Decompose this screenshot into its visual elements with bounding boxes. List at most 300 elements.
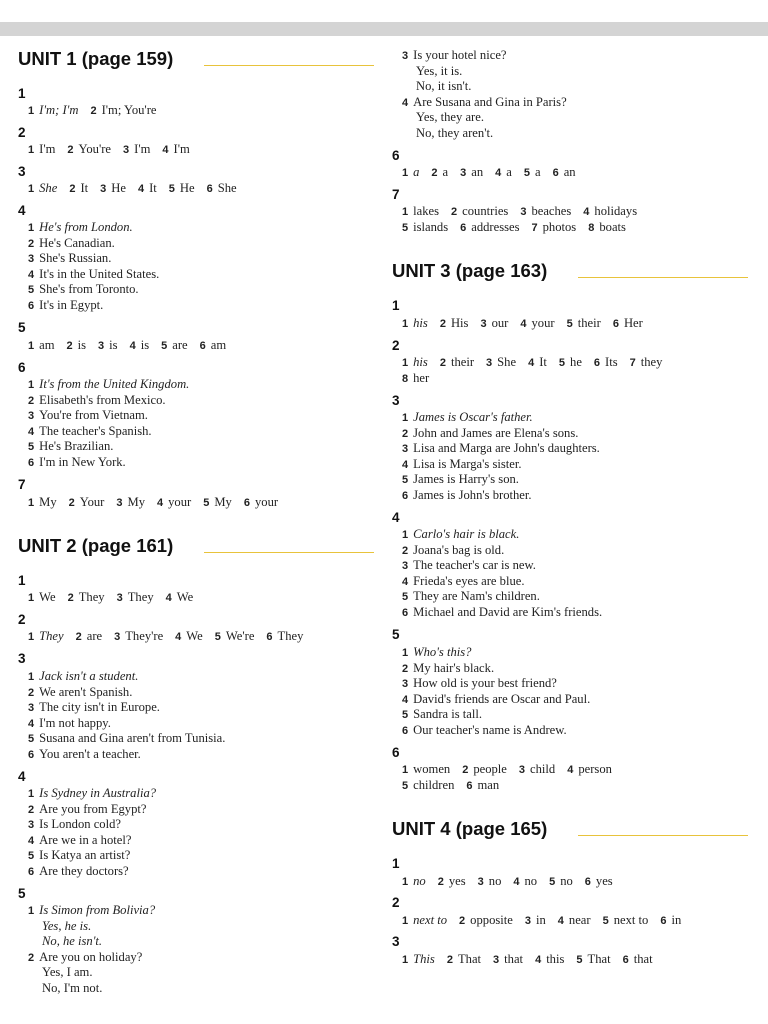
answer-text: My: [127, 495, 145, 509]
unit-1-exercise-2-number: 2: [18, 125, 26, 140]
answer-text: Is Katya an artist?: [39, 848, 131, 863]
answer-line: [28, 298, 103, 314]
answer-text: countries: [462, 204, 509, 218]
answer-number: 2: [66, 340, 73, 352]
answer-number: 1: [402, 412, 409, 424]
answer-number: 6: [460, 222, 467, 234]
answer-text: are: [172, 338, 188, 352]
answer-number: 5: [558, 357, 566, 369]
answer-number: 2: [28, 803, 35, 816]
answer-text: her: [413, 371, 430, 385]
answer-text: children: [413, 778, 455, 792]
answer-text: Are we in a hotel?: [39, 832, 132, 847]
answer-text: our: [491, 316, 509, 330]
answer-number: 4: [535, 954, 542, 966]
exercise-answers: [28, 590, 193, 606]
answer-text: their: [577, 316, 601, 330]
unit-3-exercise-3-number: 3: [392, 393, 400, 408]
answer-text: Elisabeth's from Mexico.: [39, 392, 166, 407]
answer-line: [402, 723, 567, 739]
answer-text: Are you from Egypt?: [39, 801, 147, 816]
answer-text: We aren't Spanish.: [39, 684, 133, 699]
answer-number: 4: [567, 764, 574, 776]
answer-number: 1: [402, 529, 409, 541]
unit-1-exercise-3-number: 3: [18, 164, 26, 179]
answer-number: 6: [584, 876, 591, 888]
answer-text: It's in the United States.: [39, 266, 160, 281]
answer-text: people: [473, 762, 507, 776]
answer-text: They: [277, 629, 304, 643]
answer-number: 4: [528, 357, 535, 369]
unit-2-exercise-2-number: 2: [18, 612, 26, 627]
answer-line: [28, 700, 160, 716]
answer-text: Is London cold?: [39, 817, 121, 832]
exercise-answers: [28, 142, 190, 158]
answer-line: [402, 426, 578, 442]
answer-number: 1: [402, 876, 409, 888]
unit-3-exercise-5-number: 5: [392, 627, 400, 642]
answer-line: [28, 685, 132, 701]
answer-line: [402, 661, 494, 677]
answer-number: 4: [137, 183, 145, 195]
answer-text: It: [80, 181, 89, 195]
answer-text: Carlo's hair is black.: [413, 527, 520, 541]
answer-number: 6: [266, 631, 273, 643]
answer-line: [402, 95, 567, 111]
answer-text: Yes, he is.: [42, 918, 92, 933]
answer-text: She: [39, 181, 58, 195]
answer-line: [28, 669, 138, 685]
answer-line: [28, 455, 126, 471]
answer-number: 4: [162, 144, 169, 156]
answer-text: is: [77, 338, 87, 352]
answer-number: 6: [28, 866, 35, 878]
answer-number: 3: [116, 497, 123, 509]
unit-1-exercise-6-number: 6: [18, 360, 26, 375]
answer-number: 3: [486, 357, 493, 369]
answer-line: [28, 716, 111, 732]
answer-text: It: [539, 355, 547, 369]
answer-line: [42, 981, 102, 996]
answer-number: 1: [28, 631, 35, 643]
answer-text: beaches: [531, 204, 572, 218]
answer-text: He's Canadian.: [39, 235, 115, 250]
answer-number: 6: [660, 915, 667, 927]
answer-text: your: [168, 495, 192, 509]
answer-number: 4: [175, 631, 182, 643]
answer-text: his: [413, 316, 428, 330]
answer-line: [402, 707, 482, 723]
unit-1-exercise-1-number: 1: [18, 86, 26, 101]
unit-4-exercise-3-number: 3: [392, 934, 400, 949]
answer-text: No, they aren't.: [416, 126, 494, 140]
answer-text: You aren't a teacher.: [39, 747, 141, 761]
answer-number: 3: [116, 592, 123, 604]
answer-number: 5: [549, 876, 556, 888]
answer-text: islands: [413, 220, 449, 234]
answer-text: no: [413, 874, 426, 888]
answer-number: 1: [402, 357, 409, 369]
answer-number: 3: [402, 560, 409, 573]
answer-text: Are they doctors?: [39, 864, 129, 878]
exercise-answers: [402, 762, 612, 778]
answer-number: 4: [520, 318, 527, 330]
answer-line: [402, 441, 600, 457]
answer-line: [416, 64, 462, 79]
answer-text: It's from the United Kingdom.: [39, 377, 190, 391]
answer-text: Joana's bag is old.: [413, 542, 505, 557]
answer-number: 1: [402, 915, 409, 927]
answer-number: 4: [402, 575, 409, 588]
answer-number: 2: [28, 394, 35, 407]
answer-text: boats: [599, 220, 626, 234]
answer-line: [416, 110, 484, 125]
answer-line: [28, 833, 131, 849]
answer-text: Michael and David are Kim's friends.: [413, 605, 603, 619]
answer-number: 4: [495, 167, 502, 179]
answer-number: 2: [402, 662, 409, 675]
answer-text: He's from London.: [39, 220, 133, 234]
answer-line: [28, 817, 121, 833]
answer-number: 5: [602, 915, 609, 927]
answer-text: This: [413, 952, 435, 966]
answer-text: My hair's black.: [413, 660, 495, 675]
unit-4-exercise-2-number: 2: [392, 895, 400, 910]
answer-text: They: [78, 590, 105, 604]
answer-text: They are Nam's children.: [413, 589, 540, 604]
answer-text: opposite: [470, 913, 513, 927]
answer-text: She's Russian.: [39, 251, 112, 266]
unit-4-rule: [578, 835, 748, 836]
answer-text: a: [535, 165, 541, 179]
answer-text: We: [39, 590, 56, 604]
answer-number: 5: [523, 167, 530, 179]
exercise-answers: [402, 165, 576, 181]
answer-number: 6: [243, 497, 250, 509]
answer-number: 6: [28, 749, 35, 761]
answer-text: It's in Egypt.: [39, 298, 104, 312]
answer-line: [416, 126, 493, 141]
answer-number: 3: [28, 253, 35, 266]
exercise-answers: [28, 181, 237, 197]
answer-number: 1: [28, 497, 35, 509]
answer-number: 2: [28, 686, 35, 699]
answer-line: [402, 488, 532, 504]
answer-number: 3: [402, 50, 409, 62]
answer-line: [28, 251, 111, 267]
answer-number: 2: [402, 544, 409, 557]
answer-number: 2: [67, 592, 74, 604]
answer-text: in: [535, 913, 546, 927]
unit-1-heading: UNIT 1 (page 159): [18, 48, 174, 69]
answer-number: 4: [513, 876, 520, 888]
answer-number: 3: [98, 340, 105, 352]
answer-text: James is John's brother.: [413, 488, 532, 502]
answer-text: no: [560, 874, 573, 888]
answer-number: 3: [460, 167, 467, 179]
unit-2-exercise-3-number: 3: [18, 651, 26, 666]
answer-number: 5: [168, 183, 175, 195]
answer-number: 6: [612, 318, 619, 330]
answer-line: [28, 786, 156, 802]
answer-text: a: [506, 165, 512, 179]
answer-number: 6: [206, 183, 213, 195]
answer-line: [28, 950, 142, 966]
answer-line: [402, 48, 507, 64]
answer-text: their: [450, 355, 475, 369]
answer-number: 6: [622, 954, 629, 966]
answer-number: 2: [439, 318, 446, 330]
answer-number: 1: [28, 183, 35, 195]
answer-text: no: [488, 874, 502, 888]
answer-number: 5: [161, 340, 168, 352]
answer-line: [28, 408, 148, 424]
answer-number: 5: [402, 591, 409, 604]
answer-text: We're: [225, 629, 255, 643]
answer-number: 3: [28, 819, 35, 832]
answer-text: they: [640, 355, 663, 369]
answer-text: your: [254, 495, 279, 509]
answer-number: 6: [552, 167, 559, 179]
answer-number: 1: [28, 222, 35, 234]
unit-4-heading: UNIT 4 (page 165): [392, 818, 548, 839]
answer-number: 3: [114, 631, 121, 643]
exercise-answers: [28, 338, 226, 354]
answer-text: person: [578, 762, 612, 776]
answer-text: Who's this?: [413, 645, 472, 659]
answer-number: 5: [28, 733, 35, 746]
answer-text: a: [413, 165, 420, 179]
answer-number: 2: [75, 631, 82, 643]
top-gray-band: [0, 22, 768, 36]
answer-text: is: [109, 338, 118, 352]
answer-number: 2: [459, 915, 466, 927]
answer-line: [28, 220, 133, 236]
exercise-answers: [402, 204, 637, 220]
answer-text: She: [497, 355, 517, 369]
answer-number: 5: [28, 441, 35, 454]
answer-number: 1: [402, 647, 409, 659]
unit-2-exercise-5-number: 5: [18, 886, 26, 901]
unit-3-exercise-4-number: 4: [392, 510, 400, 525]
answer-text: are: [86, 629, 103, 643]
answer-text: He's Brazilian.: [39, 439, 114, 454]
answer-text: John and James are Elena's sons.: [413, 425, 579, 440]
answer-text: The teacher's Spanish.: [39, 423, 152, 438]
answer-number: 3: [123, 144, 130, 156]
answer-number: 4: [557, 915, 564, 927]
answer-text: Frieda's eyes are blue.: [413, 573, 525, 588]
answer-text: Are Susana and Gina in Paris?: [413, 94, 567, 109]
answer-text: They're: [125, 629, 164, 643]
answer-text: My: [214, 495, 232, 509]
unit-1-exercise-4-number: 4: [18, 203, 26, 218]
answer-number: 3: [477, 876, 484, 888]
exercise-answers: [402, 952, 653, 968]
answer-number: 2: [402, 427, 409, 440]
answer-text: this: [546, 952, 565, 966]
answer-line: [42, 934, 102, 949]
answer-number: 2: [437, 876, 444, 888]
answer-number: 6: [28, 300, 35, 312]
answer-text: no: [524, 874, 538, 888]
answer-line: [42, 965, 93, 980]
answer-text: We: [176, 590, 194, 604]
answer-number: 3: [520, 206, 527, 218]
answer-text: next to: [613, 913, 649, 927]
answer-text: They: [127, 590, 154, 604]
unit-3-heading: UNIT 3 (page 163): [392, 260, 548, 281]
exercise-answers: [28, 103, 156, 119]
answer-number: 2: [67, 144, 74, 156]
answer-text: Our teacher's name is Andrew.: [413, 723, 567, 737]
answer-text: your: [531, 316, 555, 330]
exercise-answers: [28, 629, 303, 645]
answer-text: Is Sydney in Australia?: [39, 786, 157, 800]
answer-text: His: [450, 316, 469, 330]
answer-line: [402, 574, 525, 590]
answer-text: women: [413, 762, 451, 776]
answer-text: am: [210, 338, 227, 352]
answer-number: 8: [588, 222, 595, 234]
answer-text: I'm in New York.: [39, 455, 126, 469]
answer-number: 4: [28, 834, 35, 847]
answer-text: No, it isn't.: [416, 79, 472, 94]
answer-line: [402, 457, 522, 473]
answer-number: 5: [402, 222, 409, 234]
answer-text: in: [671, 913, 682, 927]
answer-number: 3: [28, 410, 35, 423]
answer-number: 4: [402, 96, 409, 109]
answer-text: Yes, it is.: [416, 63, 463, 78]
answer-text: am: [39, 338, 55, 352]
answer-number: 2: [451, 206, 458, 218]
answer-number: 3: [100, 183, 107, 195]
answer-number: 2: [439, 357, 446, 369]
answer-number: 6: [593, 357, 601, 369]
answer-line: [402, 676, 557, 692]
unit-1-exercise-7-number: 7: [18, 477, 26, 492]
answer-text: Its: [605, 355, 618, 369]
answer-text: Lisa is Marga's sister.: [413, 456, 522, 471]
answer-text: child: [530, 762, 556, 776]
answer-number: 4: [402, 458, 409, 471]
answer-line: [28, 236, 115, 252]
answer-text: an: [563, 165, 576, 179]
answer-text: She's from Toronto.: [39, 282, 139, 297]
answer-number: 3: [493, 954, 500, 966]
answer-number: 1: [28, 105, 35, 117]
answer-text: a: [442, 165, 449, 179]
answer-number: 2: [462, 764, 469, 776]
answer-text: that: [633, 952, 653, 966]
answer-number: 1: [28, 379, 35, 391]
answer-number: 5: [402, 709, 409, 722]
unit-2-exercise-4-number: 4: [18, 769, 26, 784]
answer-number: 7: [629, 357, 636, 369]
answer-number: 3: [28, 702, 35, 715]
answer-number: 4: [28, 717, 35, 730]
answer-text: My: [39, 495, 57, 509]
answer-text: I'm not happy.: [39, 715, 111, 730]
answer-number: 2: [90, 105, 97, 117]
answer-number: 2: [28, 237, 35, 250]
answer-line: [42, 919, 91, 934]
answer-number: 4: [157, 497, 164, 509]
answer-text: James is Harry's son.: [413, 472, 519, 487]
answer-text: an: [471, 165, 484, 179]
answer-number: 4: [28, 268, 35, 281]
answer-number: 5: [566, 318, 573, 330]
unit-1-rule: [204, 65, 374, 66]
answer-text: That: [457, 952, 482, 966]
answer-text: Lisa and Marga are John's daughters.: [413, 441, 600, 456]
unit-3-exercise-1-number: 1: [392, 298, 400, 313]
answer-number: 1: [28, 144, 35, 156]
answer-line: [402, 589, 540, 605]
answer-number: 2: [446, 954, 453, 966]
answer-text: It: [149, 181, 157, 195]
unit-2-exercise-7-number: 7: [392, 187, 400, 202]
exercise-answers: [402, 371, 429, 387]
answer-text: The teacher's car is new.: [413, 558, 536, 573]
unit-2-heading: UNIT 2 (page 161): [18, 535, 174, 556]
answer-line: [28, 267, 159, 283]
answer-number: 6: [402, 607, 409, 619]
answer-number: 6: [28, 457, 35, 469]
answer-text: Is your hotel nice?: [413, 48, 507, 62]
answer-number: 2: [28, 951, 35, 964]
answer-number: 6: [199, 340, 206, 352]
answer-text: David's friends are Oscar and Paul.: [413, 691, 591, 706]
answer-text: You're from Vietnam.: [39, 408, 148, 423]
answer-text: next to: [413, 913, 448, 927]
answer-text: he: [570, 355, 582, 369]
answer-line: [28, 377, 189, 393]
unit-1-exercise-5-number: 5: [18, 320, 26, 335]
answer-number: 5: [402, 474, 409, 487]
answer-text: I'm; You're: [101, 103, 157, 117]
answer-number: 3: [480, 318, 487, 330]
answer-text: addresses: [471, 220, 520, 234]
answer-text: I'm: [39, 142, 56, 156]
answer-text: How old is your best friend?: [413, 676, 557, 691]
answer-number: 3: [524, 915, 531, 927]
answer-text: Jack isn't a student.: [39, 669, 139, 683]
answer-text: He: [179, 181, 195, 195]
answer-number: 6: [402, 725, 409, 737]
answer-line: [402, 692, 590, 708]
answer-number: 1: [402, 318, 409, 330]
answer-number: 5: [28, 284, 35, 297]
answer-text: We: [186, 629, 203, 643]
answer-number: 1: [402, 764, 409, 776]
answer-line: [28, 393, 166, 409]
answer-line: [28, 731, 225, 747]
unit-3-rule: [578, 277, 748, 278]
answer-number: 1: [28, 340, 35, 352]
answer-line: [28, 747, 141, 763]
answer-text: I'm; I'm: [39, 103, 79, 117]
answer-line: [28, 903, 155, 919]
answer-number: 5: [402, 780, 409, 792]
answer-text: The city isn't in Europe.: [39, 700, 160, 715]
answer-line: [402, 472, 519, 488]
answer-line: [402, 558, 536, 574]
answer-number: 5: [28, 850, 35, 863]
answer-number: 5: [203, 497, 210, 509]
exercise-answers: [402, 316, 643, 332]
